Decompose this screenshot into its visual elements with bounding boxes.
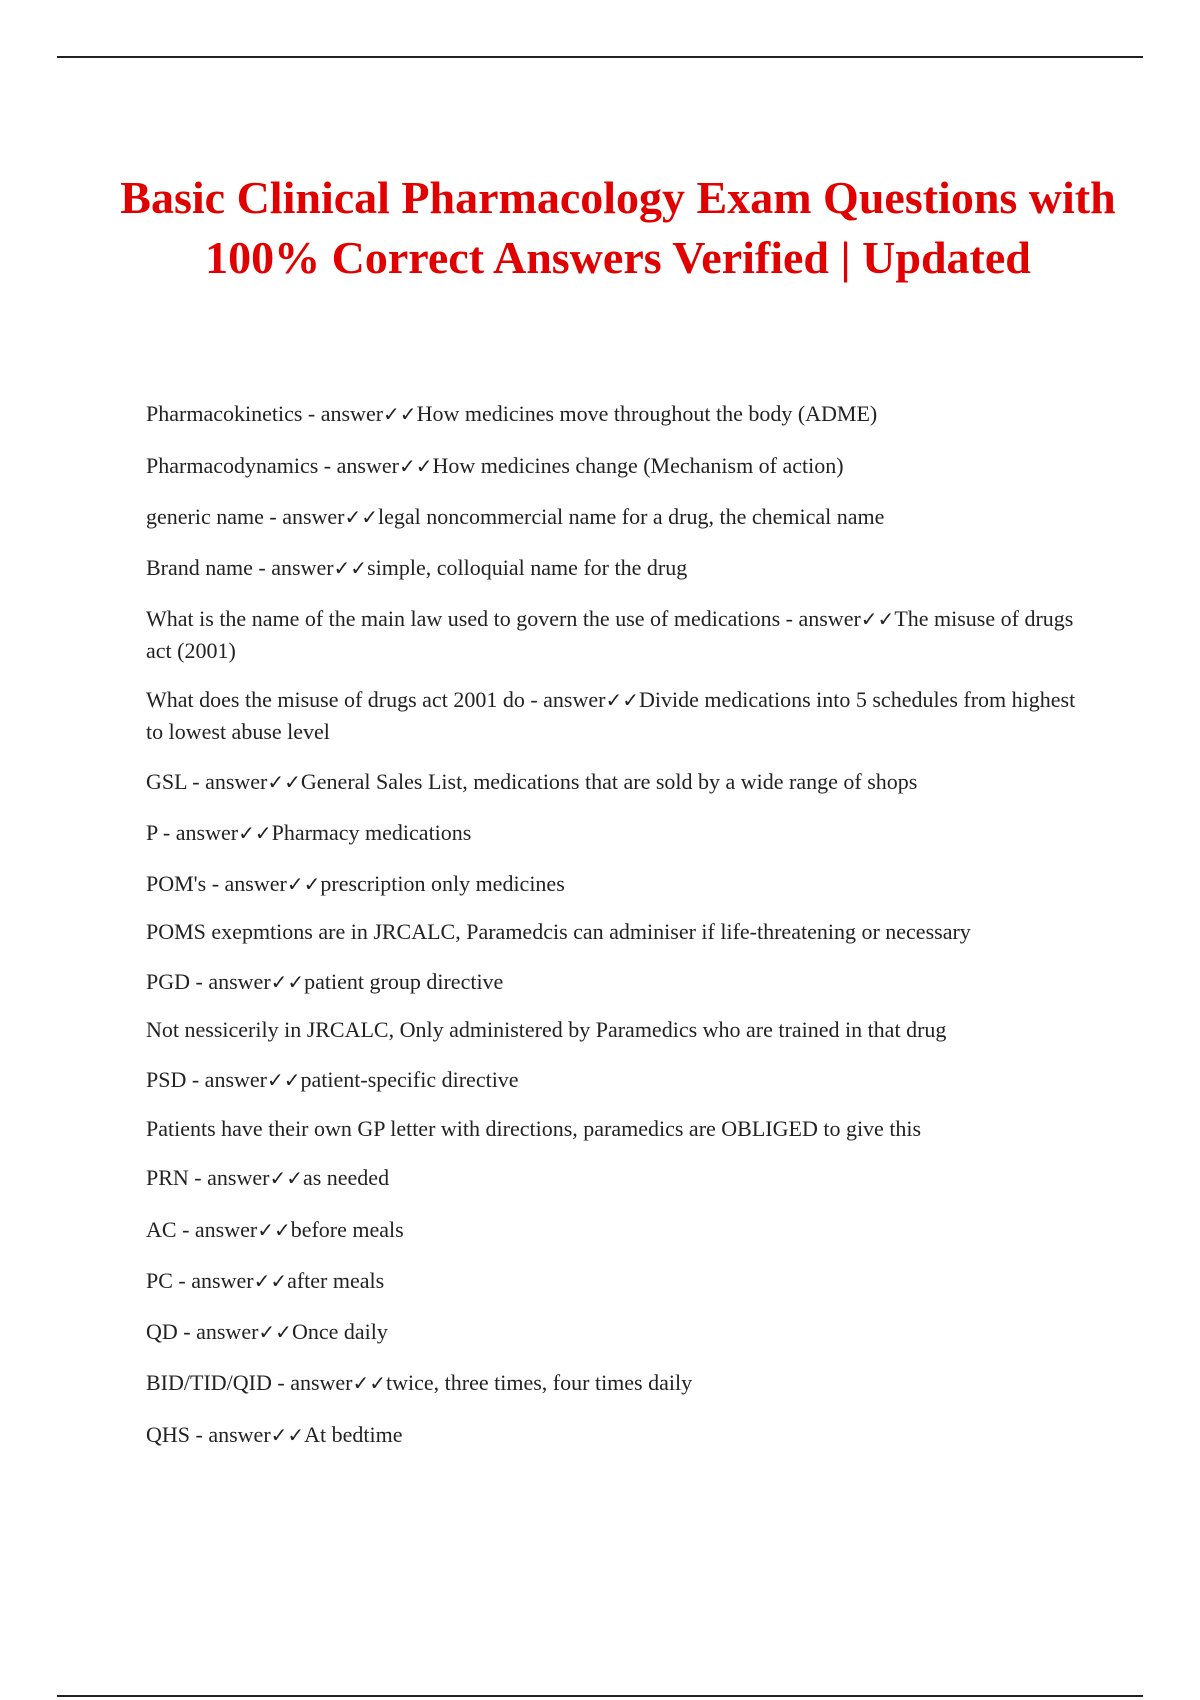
qa-item xyxy=(146,1214,1086,1246)
answer-separator: - answer xyxy=(172,1268,254,1293)
answer-separator: - answer xyxy=(524,687,606,712)
qa-item xyxy=(146,450,1086,482)
question-text: QHS xyxy=(146,1422,191,1447)
qa-item xyxy=(146,1265,1086,1297)
answer-text: Once daily xyxy=(291,1319,388,1344)
answer-text: General Sales List, medications that are sold by a wide range of shops xyxy=(300,769,918,794)
answer-separator: - answer xyxy=(263,504,345,529)
answer-separator: - answer xyxy=(190,969,271,994)
question-text: POM's xyxy=(146,871,207,896)
answer-separator: - answer xyxy=(176,1217,258,1242)
checkmark-icon: ✓✓ xyxy=(270,1423,305,1447)
answer-text: How medicines change (Mechanism of action) xyxy=(432,453,844,478)
checkmark-icon: ✓✓ xyxy=(253,1269,288,1293)
note-text: Not nessicerily in JRCALC, Only administered by Paramedics who are trained in that drug xyxy=(146,1017,947,1042)
checkmark-icon: ✓✓ xyxy=(333,556,368,580)
answer-separator: - answer xyxy=(318,453,399,478)
qa-item xyxy=(146,766,1086,798)
question-text: PC xyxy=(146,1268,173,1293)
answer-separator: - answer xyxy=(177,1319,259,1344)
top-rule xyxy=(57,56,1143,58)
question-text: BID/TID/QID xyxy=(146,1370,272,1395)
answer-separator: - answer xyxy=(186,1067,267,1092)
question-text: What is the name of the main law used to govern the use of medications xyxy=(146,606,781,631)
answer-text: twice, three times, four times daily xyxy=(386,1370,693,1395)
answer-text: Divide medications into 5 schedules from highest to lowest abuse level xyxy=(146,687,1076,744)
qa-item xyxy=(146,817,1086,849)
question-text: PSD xyxy=(146,1067,187,1092)
bottom-rule xyxy=(57,1695,1143,1697)
qa-item xyxy=(146,1316,1086,1348)
answer-separator: - answer xyxy=(190,1422,271,1447)
checkmark-icon: ✓✓ xyxy=(286,872,321,896)
checkmark-icon: ✓✓ xyxy=(352,1371,387,1395)
qa-item xyxy=(146,552,1086,584)
checkmark-icon: ✓✓ xyxy=(398,454,433,478)
qa-item xyxy=(146,398,1086,430)
checkmark-icon: ✓✓ xyxy=(267,1068,301,1092)
answer-separator: - answer xyxy=(302,401,384,426)
answer-text: legal noncommercial name for a drug, the chemical name xyxy=(378,504,885,529)
answer-text: as needed xyxy=(302,1165,390,1190)
question-text: Pharmacokinetics xyxy=(146,401,303,426)
qa-item xyxy=(146,1367,1086,1399)
qa-item xyxy=(146,868,1086,900)
answer-separator: - answer xyxy=(252,555,334,580)
answer-separator: - answer xyxy=(188,1165,270,1190)
question-text: Pharmacodynamics xyxy=(146,453,319,478)
question-text: Brand name xyxy=(146,555,253,580)
answer-text: How medicines move throughout the body (ADME) xyxy=(416,401,878,426)
answer-text: Pharmacy medications xyxy=(271,820,472,845)
question-text: PRN xyxy=(146,1165,189,1190)
qa-item xyxy=(146,1064,1086,1096)
answer-text: patient-specific directive xyxy=(300,1067,519,1092)
qa-item xyxy=(146,1419,1086,1451)
question-text: PGD xyxy=(146,969,191,994)
note-text: POMS exepmtions are in JRCALC, Paramedcis can adminiser if life-threatening or necessary xyxy=(146,919,971,944)
qa-item xyxy=(146,501,1086,533)
note-text: Patients have their own GP letter with directions, paramedics are OBLIGED to give this xyxy=(146,1116,922,1141)
answer-text: simple, colloquial name for the drug xyxy=(367,555,688,580)
checkmark-icon: ✓✓ xyxy=(257,1218,291,1242)
checkmark-icon: ✓✓ xyxy=(258,1320,292,1344)
answer-text: before meals xyxy=(290,1217,404,1242)
qa-item xyxy=(146,603,1086,667)
answer-text: At bedtime xyxy=(304,1422,403,1447)
qa-item xyxy=(146,684,1086,748)
answer-text: prescription only medicines xyxy=(320,871,565,896)
checkmark-icon: ✓✓ xyxy=(860,607,895,631)
question-text: GSL xyxy=(146,769,187,794)
answer-separator: - answer xyxy=(186,769,268,794)
document-title: Basic Clinical Pharmacology Exam Questions with 100% Correct Answers Verified | Updated xyxy=(120,172,1116,283)
checkmark-icon: ✓✓ xyxy=(267,770,301,794)
answer-text: after meals xyxy=(287,1268,385,1293)
checkmark-icon: ✓✓ xyxy=(383,402,417,426)
checkmark-icon: ✓✓ xyxy=(238,821,272,845)
answer-text: The misuse of drugs act (2001) xyxy=(146,606,1074,663)
answer-separator: - answer xyxy=(157,820,239,845)
question-text: AC xyxy=(146,1217,177,1242)
question-text: What does the misuse of drugs act 2001 do xyxy=(146,687,525,712)
question-text: QD xyxy=(146,1319,178,1344)
checkmark-icon: ✓✓ xyxy=(344,505,379,529)
checkmark-icon: ✓✓ xyxy=(269,1166,303,1190)
answer-separator: - answer xyxy=(206,871,287,896)
question-text: generic name xyxy=(146,504,264,529)
answer-text: patient group directive xyxy=(304,969,504,994)
qa-item xyxy=(146,1162,1086,1194)
answer-separator: - answer xyxy=(271,1370,353,1395)
checkmark-icon: ✓✓ xyxy=(605,688,639,712)
question-text: P xyxy=(146,820,158,845)
checkmark-icon: ✓✓ xyxy=(270,970,305,994)
answer-separator: - answer xyxy=(780,606,861,631)
qa-item xyxy=(146,966,1086,998)
